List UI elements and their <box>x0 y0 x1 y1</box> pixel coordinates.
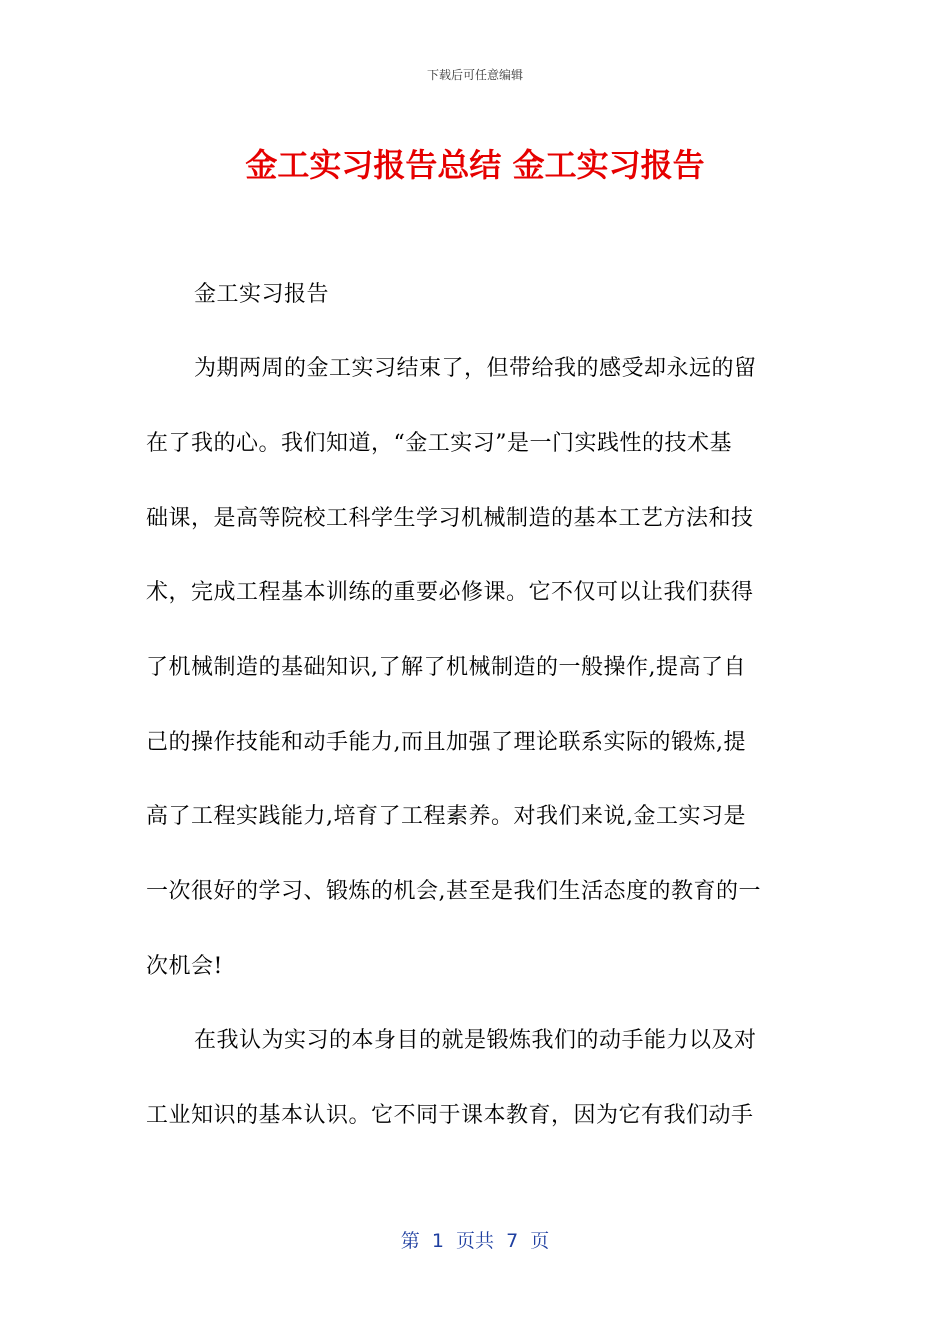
paragraph-line: 础课，是高等院校工科学生学习机械制造的基本工艺方法和技 <box>146 506 754 531</box>
paragraph-line: 己的操作技能和动手能力,而且加强了理论联系实际的锻炼,提 <box>146 730 746 755</box>
paragraph-line: 高了工程实践能力,培育了工程素养。对我们来说,金工实习是 <box>146 804 746 829</box>
document-title: 金工实习报告总结 金工实习报告 <box>245 146 705 184</box>
header-note: 下载后可任意编辑 <box>426 68 523 82</box>
paragraph-line: 在我认为实习的本身目的就是锻炼我们的动手能力以及对 <box>194 1028 757 1053</box>
paragraph-line: 在了我的心。我们知道，“金工实习”是一门实践性的技术基 <box>146 431 732 456</box>
paragraph-line: 了机械制造的基础知识,了解了机械制造的一般操作,提高了自 <box>146 655 746 680</box>
paragraph-line: 工业知识的基本认识。它不同于课本教育，因为它有我们动手 <box>146 1103 754 1128</box>
section-heading: 金工实习报告 <box>194 282 330 307</box>
page-footer: 第 1 页共 7 页 <box>400 1230 550 1252</box>
paragraph-line: 为期两周的金工实习结束了，但带给我的感受却永远的留 <box>194 356 757 381</box>
paragraph-line: 次机会! <box>146 954 223 979</box>
paragraph-line: 一次很好的学习、锻炼的机会,甚至是我们生活态度的教育的一 <box>146 879 761 904</box>
paragraph-line: 术，完成工程基本训练的重要必修课。它不仅可以让我们获得 <box>146 580 754 605</box>
